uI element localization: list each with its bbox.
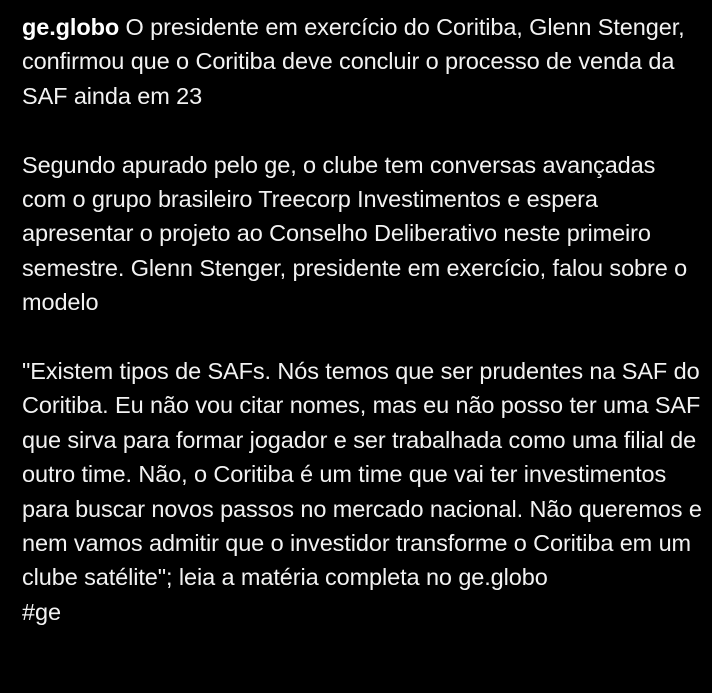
caption-paragraph-3 bbox=[22, 354, 702, 629]
caption-paragraph-2: Segundo apurado pelo ge, o clube tem conversas avançadas com o grupo brasileiro Treecorp Investimentos e espera apresentar o projeto ao Conselho Deliberativo neste primeiro semestre. Glenn Stenger, presidente em exercício, falou sobre o modelo bbox=[22, 151, 688, 316]
hashtag-link[interactable]: #ge bbox=[22, 598, 61, 625]
caption-paragraph-1 bbox=[22, 10, 702, 113]
caption-intro-text: O presidente em exercício do Coritiba, Glenn Stenger, confirmou que o Coritiba deve concluir o processo de venda da SAF ainda em 23 bbox=[22, 14, 685, 109]
caption-quote-text: "Existem tipos de SAFs. Nós temos que ser prudentes na SAF do Coritiba. Eu não vou citar nomes, mas eu não posso ter uma SAF que sirva para formar jogador e ser trabalhada como uma filial de outro time. Não, o Coritiba é um time que vai ter investimentos para buscar novos passos no mercado nacional. Não queremos e nem vamos admitir que o investidor transforme o Coritiba em um clube satélite"; leia a matéria completa no ge.globo bbox=[22, 358, 702, 591]
username-link[interactable]: ge.globo bbox=[22, 14, 120, 40]
post-caption bbox=[22, 10, 702, 629]
